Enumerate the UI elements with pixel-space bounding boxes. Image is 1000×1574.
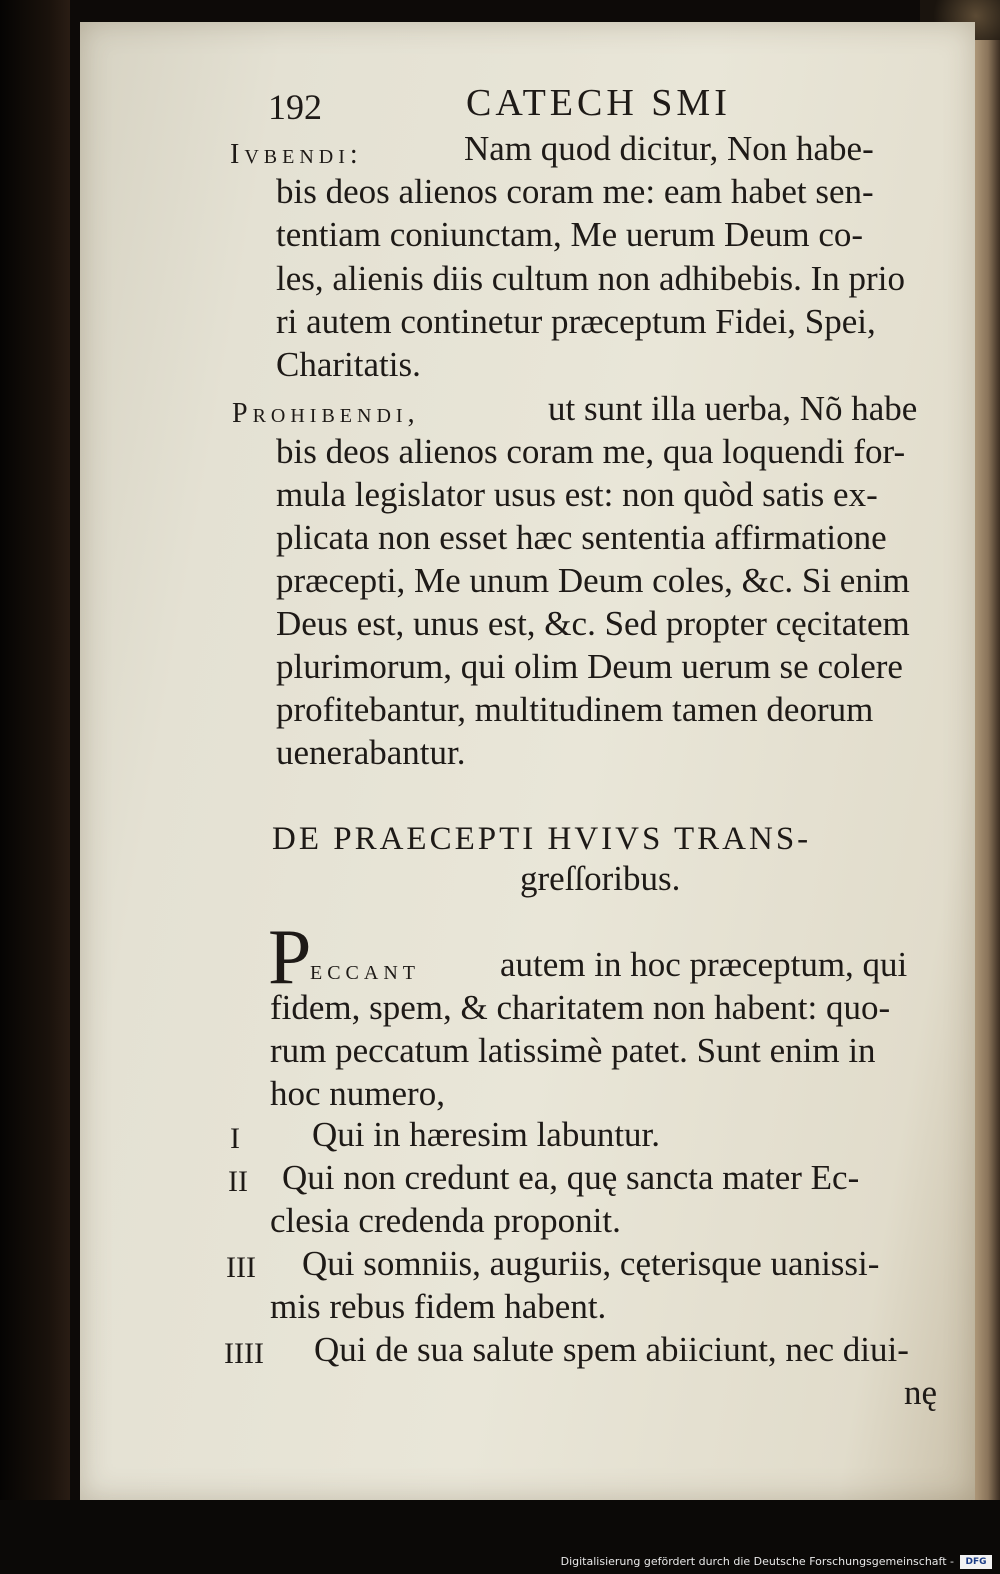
paragraph-2-line-8: profitebantur, multitudinem tamen deorum (276, 690, 874, 729)
list-item-4-line-1: Qui de sua salute spem abiiciunt, nec diui- (314, 1330, 909, 1369)
paragraph-2-line-9: uenerabantur. (276, 733, 466, 772)
paragraph-2-line-1: ut sunt illa uerba, Nõ habe (548, 389, 918, 428)
paragraph-2-lead: Prohibendi, (232, 398, 420, 429)
list-item-2-number: II (228, 1165, 248, 1198)
list-item-3-number: III (226, 1251, 256, 1284)
paragraph-1-line-3: tentiam coniunctam, Me uerum Deum co- (276, 215, 864, 254)
paragraph-1-line-1: Nam quod dicitur, Non habe- (464, 129, 874, 168)
section-body-line-4: hoc numero, (270, 1074, 445, 1113)
paragraph-2-line-6: Deus est, unus est, &c. Sed propter cęcitatem (276, 604, 910, 643)
running-title: CATECH SMI (466, 82, 731, 124)
dfg-logo: DFG (960, 1555, 992, 1569)
section-heading-line-2: greſſoribus. (520, 859, 681, 898)
page-number: 192 (268, 87, 322, 127)
digitization-credit: Digitalisierung gefördert durch die Deutsche Forschungsgemeinschaft - (560, 1555, 954, 1568)
section-body-lead: eccant (310, 955, 420, 986)
paragraph-1-line-4: les, alienis diis cultum non adhibebis. In prio (276, 259, 905, 298)
paragraph-1-lead: Ivbendi: (230, 139, 363, 170)
paragraph-2-line-7: plurimorum, qui olim Deum uerum se colere (276, 647, 903, 686)
paragraph-1-line-5: ri autem continetur præceptum Fidei, Spei, (276, 302, 876, 341)
list-item-4-number: IIII (224, 1337, 264, 1370)
drop-cap: P (268, 913, 312, 1000)
paragraph-1-line-6: Charitatis. (276, 345, 421, 384)
book-spine-shadow (0, 0, 70, 1574)
catchword: nę (904, 1373, 938, 1412)
paragraph-2-line-3: mula legislator usus est: non quòd satis ex- (276, 475, 878, 514)
section-body-line-3: rum peccatum latissimè patet. Sunt enim in (270, 1031, 876, 1070)
list-item-2-line-1: Qui non credunt ea, quę sancta mater Ec- (282, 1158, 860, 1197)
paragraph-2-line-2: bis deos alienos coram me, qua loquendi for- (276, 432, 906, 471)
paragraph-2-line-5: præcepti, Me unum Deum coles, &c. Si enim (276, 561, 910, 600)
section-body-line-1: autem in hoc præceptum, qui (500, 945, 908, 984)
paragraph-1-line-2: bis deos alienos coram me: eam habet sen- (276, 172, 874, 211)
list-item-2-line-2: clesia credenda proponit. (270, 1201, 621, 1240)
paragraph-2-line-4: plicata non esset hæc sententia affirmatione (276, 518, 887, 557)
section-heading-line-1: DE PRAECEPTI HVIVS TRANS- (272, 821, 812, 857)
list-item-1-number: I (230, 1122, 240, 1155)
list-item-3-line-1: Qui somniis, auguriis, cęterisque uanissi- (302, 1244, 880, 1283)
list-item-1-line-1: Qui in hæresim labuntur. (312, 1115, 661, 1154)
list-item-3-line-2: mis rebus fidem habent. (270, 1287, 607, 1326)
section-body-line-2: fidem, spem, & charitatem non habent: quo- (270, 988, 891, 1027)
